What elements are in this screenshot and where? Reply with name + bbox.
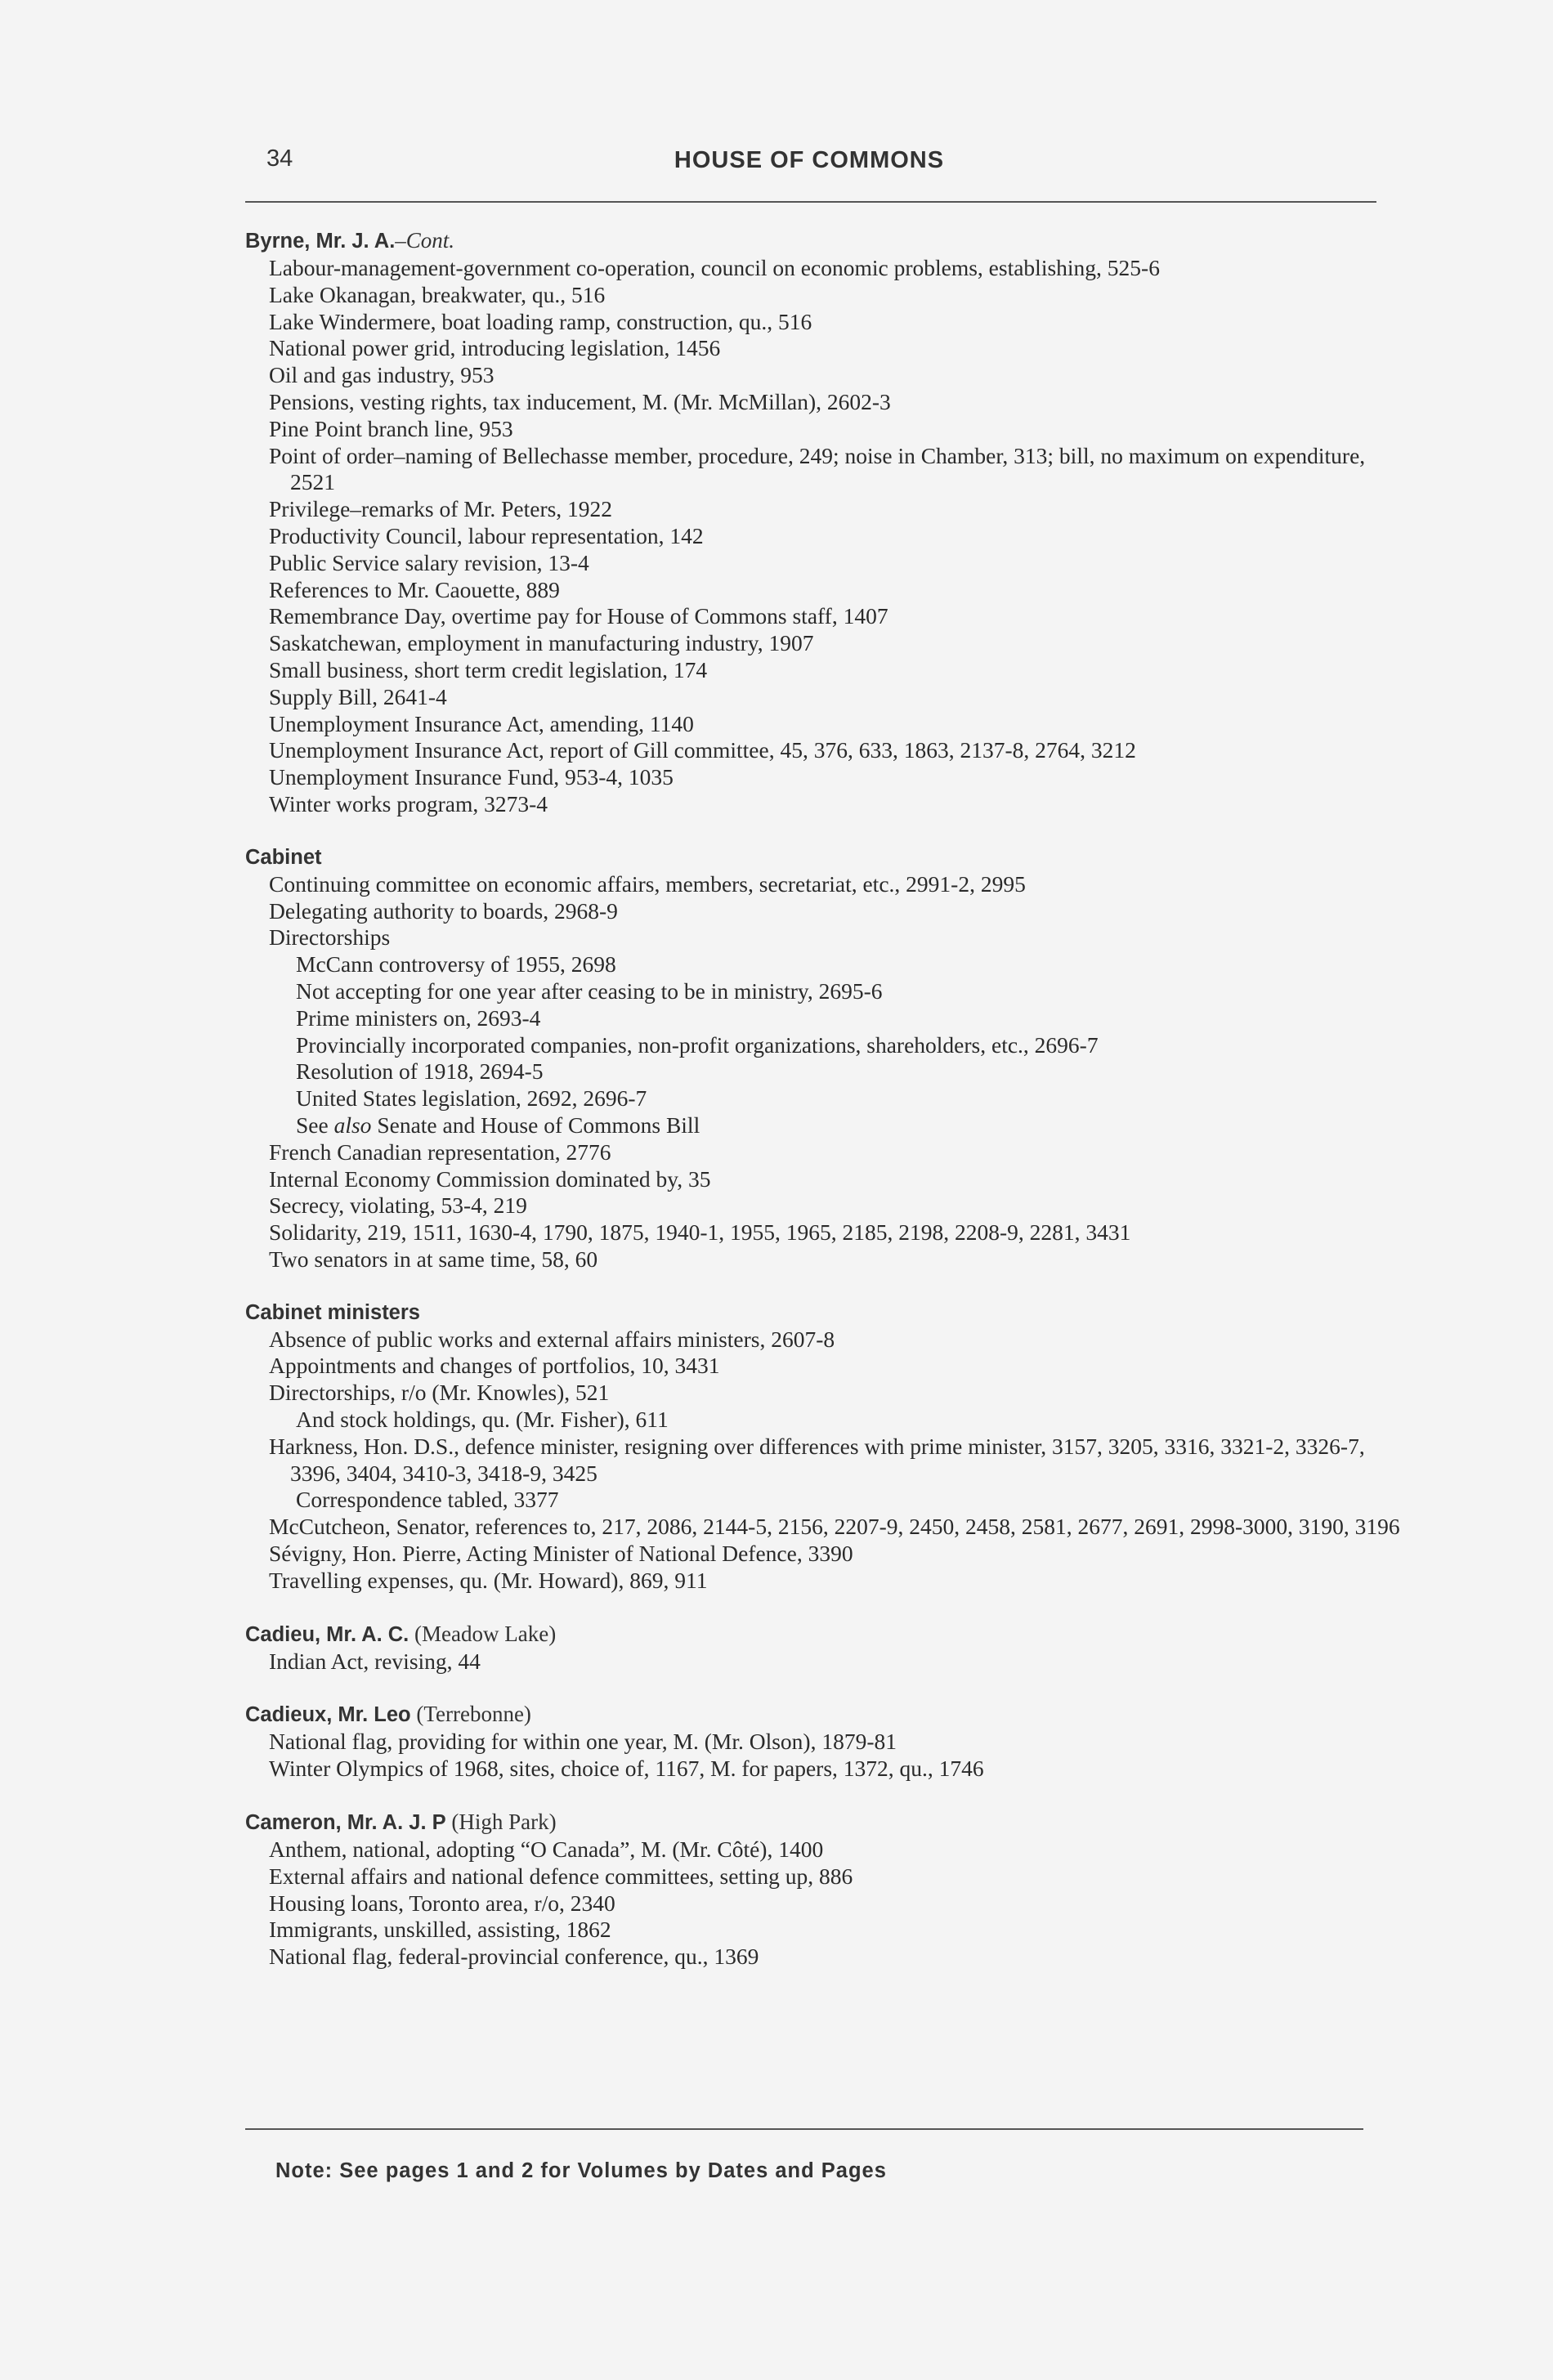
index-subline: United States legislation, 2692, 2696-7 [296, 1085, 647, 1112]
entry-riding: (Terrebonne) [410, 1702, 531, 1727]
index-line: National flag, providing for within one year, M. (Mr. Olson), 1879-81 [269, 1729, 897, 1755]
index-entry [245, 844, 1406, 1273]
entry-name: Cadieu, Mr. A. C. [245, 1622, 410, 1646]
index-line: Lake Okanagan, breakwater, qu., 516 [269, 281, 606, 307]
index-line: Productivity Council, labour representation, 142 [269, 522, 704, 548]
index-line: Housing loans, Toronto area, r/o, 2340 [269, 1890, 615, 1916]
entry-continued: –Cont. [395, 228, 455, 253]
entry-heading [245, 1701, 1406, 1729]
index-line: References to Mr. Caouette, 889 [269, 576, 560, 602]
index-line: Oil and gas industry, 953 [269, 362, 495, 388]
index-line: Labour-management-government co-operation, council on economic problems, establishing, 525-6 [269, 255, 1160, 280]
entry-name: Byrne, Mr. J. A. [245, 230, 396, 253]
header-rule [245, 201, 1376, 203]
index-line: Directorships [269, 924, 391, 951]
index-line: Unemployment Insurance Act, report of Gill committee, 45, 376, 633, 1863, 2137-8, 2764, 3212 [269, 737, 1136, 763]
index-line: Harkness, Hon. D.S., defence minister, resigning over differences with prime minister, 3157, 3205, 3316, 3321-2, 3326-7, 3396, 3404, 3410-3, 3418-9, 3425 [269, 1433, 1365, 1486]
index-line: McCutcheon, Senator, references to, 217, 2086, 2144-5, 2156, 2207-9, 2450, 2458, 2581, 2677, 2691, 2998-3000, 3190, 3196 [269, 1514, 1400, 1540]
index-line: National power grid, introducing legislation, 1456 [269, 335, 721, 361]
page-header [245, 145, 1373, 178]
index-entry [245, 1701, 1406, 1783]
index-line: Winter works program, 3273-4 [269, 790, 548, 816]
index-line: Small business, short term credit legislation, 174 [269, 656, 708, 682]
entry-heading [245, 227, 1406, 255]
index-line: Point of order–naming of Bellechasse member, procedure, 249; noise in Chamber, 313; bill, no maximum on expenditure, 2521 [269, 442, 1366, 495]
entry-name: Cabinet [245, 845, 322, 869]
index-line: Public Service salary revision, 13-4 [269, 549, 589, 575]
index-line: National flag, federal-provincial conference, qu., 1369 [269, 1944, 759, 1970]
index-line: External affairs and national defence committees, setting up, 886 [269, 1863, 853, 1889]
entry-riding: (High Park) [445, 1810, 557, 1835]
index-line: Travelling expenses, qu. (Mr. Howard), 869, 911 [269, 1567, 708, 1593]
index-list [245, 227, 1406, 1971]
index-subline: Not accepting for one year after ceasing to be in ministry, 2695-6 [296, 978, 883, 1004]
index-line: Lake Windermere, boat loading ramp, construction, qu., 516 [269, 308, 812, 334]
footer-note: Note: See pages 1 and 2 for Volumes by Dates and Pages [275, 2159, 887, 2182]
footer-rule [245, 2128, 1363, 2130]
index-line: Two senators in at same time, 58, 60 [269, 1246, 598, 1272]
index-entry [245, 227, 1406, 818]
index-line: Anthem, national, adopting “O Canada”, M. (Mr. Côté), 1400 [269, 1836, 824, 1863]
entry-gap [245, 1273, 1406, 1300]
index-subline: McCann controversy of 1955, 2698 [296, 951, 616, 978]
index-line: French Canadian representation, 2776 [269, 1139, 611, 1165]
index-line: Pensions, vesting rights, tax inducement, M. (Mr. McMillan), 2602-3 [269, 388, 891, 414]
entry-heading [245, 844, 1406, 871]
index-line: Remembrance Day, overtime pay for House of Commons staff, 1407 [269, 603, 888, 629]
entry-name: Cadieux, Mr. Leo [245, 1703, 411, 1727]
index-line: Immigrants, unskilled, assisting, 1862 [269, 1917, 611, 1943]
index-entry [245, 1300, 1406, 1595]
entry-name: Cameron, Mr. A. J. P [245, 1811, 446, 1835]
page-number: 34 [266, 145, 293, 172]
index-entry [245, 1621, 1406, 1675]
index-subline: And stock holdings, qu. (Mr. Fisher), 611 [296, 1407, 669, 1433]
entry-heading [245, 1621, 1406, 1649]
index-line: Winter Olympics of 1968, sites, choice of, 1167, M. for papers, 1372, qu., 1746 [269, 1756, 984, 1782]
running-title: HOUSE OF COMMONS [674, 147, 945, 173]
entry-riding: (Meadow Lake) [409, 1621, 557, 1646]
entry-gap [245, 818, 1406, 844]
index-line: Sévigny, Hon. Pierre, Acting Minister of National Defence, 3390 [269, 1541, 853, 1567]
index-entry [245, 1809, 1406, 1971]
index-line: Continuing committee on economic affairs, members, secretariat, etc., 2991-2, 2995 [269, 870, 1026, 897]
index-line: Secrecy, violating, 53-4, 219 [269, 1192, 527, 1219]
entry-heading [245, 1809, 1406, 1836]
index-line: Internal Economy Commission dominated by, 35 [269, 1165, 711, 1192]
index-line: Supply Bill, 2641-4 [269, 683, 447, 709]
index-subline: Prime ministers on, 2693-4 [296, 1004, 541, 1031]
index-line: Directorships, r/o (Mr. Knowles), 521 [269, 1380, 610, 1406]
index-line: Absence of public works and external affairs ministers, 2607-8 [269, 1326, 835, 1352]
index-subline: Provincially incorporated companies, non-profit organizations, shareholders, etc., 2696-7 [296, 1031, 1099, 1058]
index-line: Pine Point branch line, 953 [269, 415, 513, 441]
index-line: Indian Act, revising, 44 [269, 1648, 481, 1674]
index-line: Saskatchewan, employment in manufacturing industry, 1907 [269, 630, 814, 656]
index-line: Unemployment Insurance Act, amending, 1140 [269, 710, 694, 736]
index-subline: Correspondence tabled, 3377 [296, 1487, 559, 1513]
entry-gap [245, 1595, 1406, 1621]
entry-name: Cabinet ministers [245, 1300, 420, 1324]
index-line: Privilege–remarks of Mr. Peters, 1922 [269, 496, 613, 522]
index-line: Appointments and changes of portfolios, 10, 3431 [269, 1353, 720, 1379]
entry-gap [245, 1675, 1406, 1701]
index-line: Delegating authority to boards, 2968-9 [269, 897, 618, 924]
index-subline: Resolution of 1918, 2694-5 [296, 1058, 544, 1085]
index-line: Solidarity, 219, 1511, 1630-4, 1790, 1875, 1940-1, 1955, 1965, 2185, 2198, 2208-9, 2281, 3431 [269, 1219, 1131, 1246]
entry-heading [245, 1300, 1406, 1326]
entry-gap [245, 1783, 1406, 1809]
index-line: Unemployment Insurance Fund, 953-4, 1035 [269, 764, 674, 790]
index-subline: See also Senate and House of Commons Bill [296, 1112, 700, 1138]
